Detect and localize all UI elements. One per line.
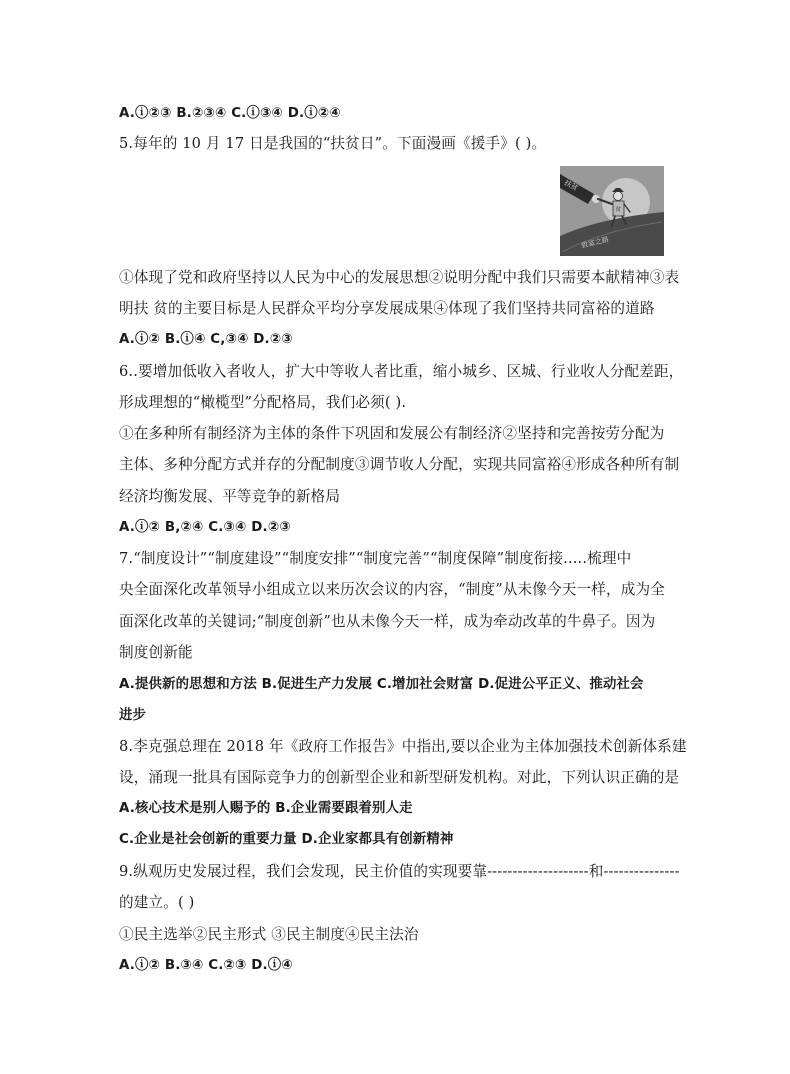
q7-options-2: 进步 <box>119 708 147 723</box>
q5-stem: 5.每年的 10 月 17 日是我国的“扶贫日”。下面漫画《援手》( )。 <box>119 135 547 152</box>
q7-options-1: A.提供新的思想和方法 B.促进生产力发展 C.增加社会财富 D.促进公平正义、推动社会 <box>119 677 644 692</box>
q6-stem-1: 6..要增加低收入者收人，扩大中等收人者比重，缩小城乡、区城、行业收人分配差距， <box>119 363 684 380</box>
cartoon-sleeve-label: 扶贫 <box>563 178 580 193</box>
q9-stem-2: 的建立。( ) <box>119 894 195 911</box>
q8-options-1: A.核心技术是别人赐予的 B.企业需要跟着别人走 <box>119 801 413 816</box>
cartoon-image <box>560 166 664 256</box>
q9-stem-1: 9.纵观历史发展过程，我们会发现，民主价值的实现要靠--------------------和--------------- <box>119 863 680 880</box>
q7-stem-4: 制度创新能 <box>119 644 193 661</box>
q7-stem-3: 面深化改革的关键词;“制度创新”也从未像今天一样，成为牵动改革的牛鼻子。因为 <box>119 613 656 630</box>
q9-options: A.ⓘ② B.③④ C.②③ D.ⓘ④ <box>119 958 293 973</box>
q6-statements-3: 经济均衡发展、平等竞争的新格局 <box>119 488 341 505</box>
cartoon-figure-label: 贫 <box>615 207 622 213</box>
q5-statements-2: 明扶 贫的主要目标是人民群众平均分享发展成果④体现了我们坚持共同富裕的道路 <box>119 300 655 317</box>
q4-options: A.ⓘ②③ B.②③④ C.ⓘ③④ D.ⓘ②④ <box>119 106 341 121</box>
q6-options: A.ⓘ② B,②④ C.③④ D.②③ <box>119 520 291 535</box>
q8-stem-1: 8.李克强总理在 2018 年《政府工作报告》中指出,要以企业为主体加强技术创新体系建 <box>119 738 687 755</box>
q9-statements: ①民主选举②民主形式 ③民主制度④民主法治 <box>119 926 419 943</box>
q7-stem-1: 7.“制度设计”“制度建设”“制度安排”“制度完善”“制度保障”制度衔接.....梳理中 <box>119 550 632 567</box>
q6-stem-2: 形成理想的“橄榄型”分配格局，我们必须( ). <box>119 394 407 411</box>
q8-stem-2: 设，涌现一批具有国际竞争力的创新型企业和新型研发机构。对此，下列认识正确的是 <box>119 769 680 786</box>
cartoon-hill-label: 致富之路 <box>580 235 610 250</box>
q6-statements-2: 主体、多种分配方式并存的分配制度③调节收人分配，实现共同富裕④形成各种所有制 <box>119 456 680 473</box>
q7-stem-2: 央全面深化改革领导小组成立以来历次会议的内容，“制度”从未像今天一样，成为全 <box>119 581 665 598</box>
q8-options-2: C.企业是社会创新的重要力量 D.企业家都具有创新精神 <box>119 832 454 847</box>
q5-statements-1: ①体现了党和政府坚持以人民为中心的发展思想②说明分配中我们只需要本献精神③表 <box>119 269 680 286</box>
q6-statements-1: ①在多种所有制经济为主体的条件下巩固和发展公有制经济②坚持和完善按劳分配为 <box>119 425 665 442</box>
q5-options: A.ⓘ② B.ⓘ④ C,③④ D.②③ <box>119 332 293 347</box>
cartoon-figure-head <box>614 192 623 201</box>
